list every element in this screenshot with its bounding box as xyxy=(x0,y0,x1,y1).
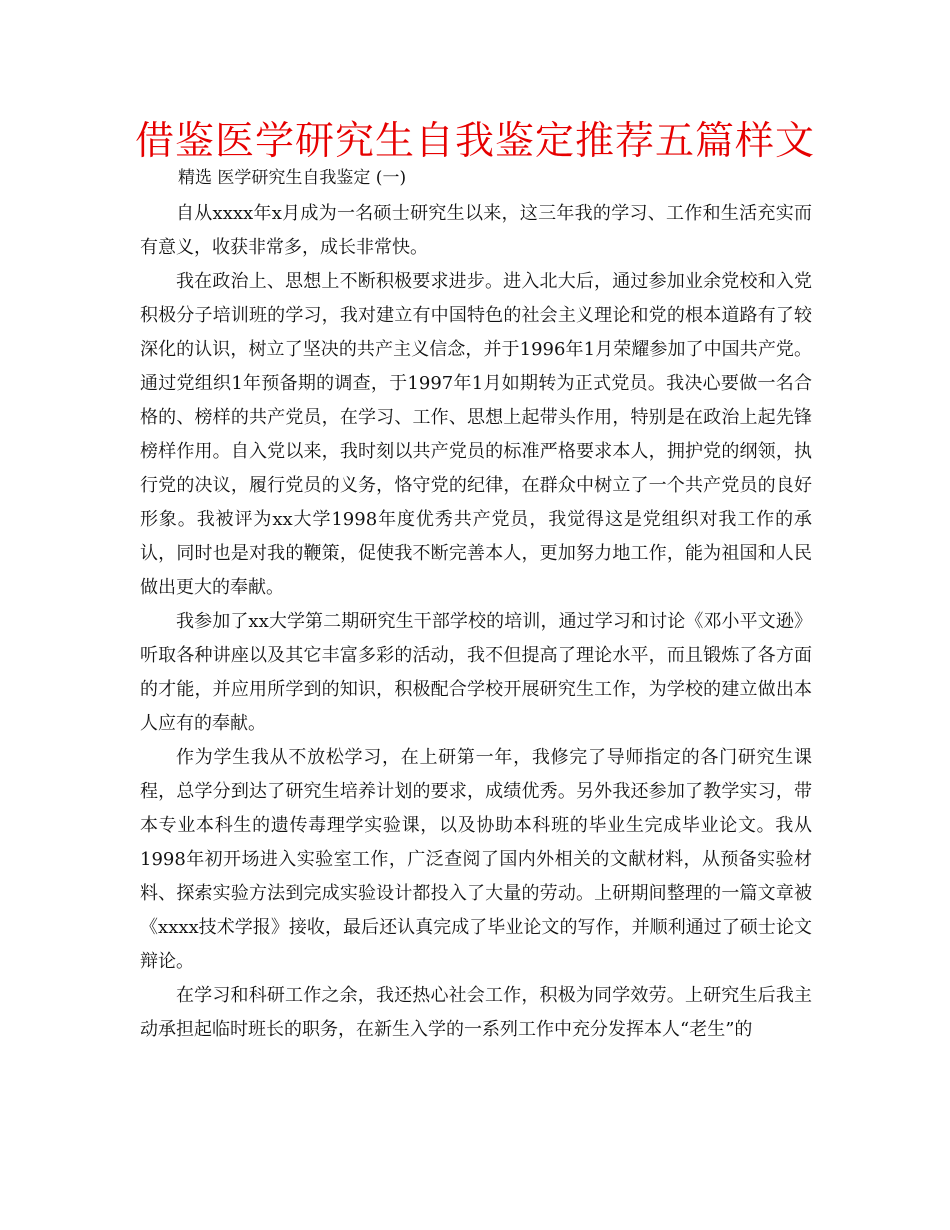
paragraph-4: 作为学生我从不放松学习，在上研第一年，我修完了导师指定的各门研究生课程，总学分到达了研究生培养计划的要求，成绩优秀。另外我还参加了教学实习，带本专业本科生的遗传毒理学实验课，以及协助本科班的毕业生完成毕业论文。我从1998年初开场进入实验室工作，广泛查阅了国内外相关的文献材料，从预备实验材料、探索实验方法到完成实验设计都投入了大量的劳动。上研期间整理的一篇文章被《xxxx技术学报》接收，最后还认真完成了毕业论文的写作，并顺利通过了硕士论文辩论。 xyxy=(140,747,812,972)
paragraph-2: 我在政治上、思想上不断积极要求进步。进入北大后，通过参加业余党校和入党积极分子培训班的学习，我对建立有中国特色的社会主义理论和党的根本道路有了较深化的认识，树立了坚决的共产主义信念，并于1996年1月荣耀参加了中国共产党。通过党组织1年预备期的调查，于1997年1月如期转为正式党员。我决心要做一名合格的、榜样的共产党员，在学习、工作、思想上起带头作用，特别是在政治上起先锋榜样作用。自入党以来，我时刻以共产党员的标准严格要求本人，拥护党的纲领，执行党的决议，履行党员的义务，恪守党的纪律，在群众中树立了一个共产党员的良好形象。我被评为xx大学1998年度优秀共产党员，我觉得这是党组织对我工作的承认，同时也是对我的鞭策，促使我不断完善本人，更加努力地工作，能为祖国和人民做出更大的奉献。 xyxy=(140,271,812,598)
paragraph-3: 我参加了xx大学第二期研究生干部学校的培训，通过学习和讨论《邓小平文逊》听取各种讲座以及其它丰富多彩的活动，我不但提高了理论水平，而且锻炼了各方面的才能，并应用所学到的知识，积极配合学校开展研究生工作，为学校的建立做出本人应有的奉献。 xyxy=(140,611,812,734)
document-title: 借鉴医学研究生自我鉴定推荐五篇样文 xyxy=(134,119,815,164)
paragraph-1: 自从xxxx年x月成为一名硕士研究生以来，这三年我的学习、工作和生活充实而有意义，收获非常多，成长非常快。 xyxy=(140,203,812,258)
document-body xyxy=(140,197,812,1047)
paragraph-5: 在学习和科研工作之余，我还热心社会工作，积极为同学效劳。上研究生后我主动承担起临时班长的职务，在新生入学的一系列工作中充分发挥本人“老生”的 xyxy=(140,985,812,1040)
document-subtitle: 精选 医学研究生自我鉴定 (一) xyxy=(178,168,407,188)
